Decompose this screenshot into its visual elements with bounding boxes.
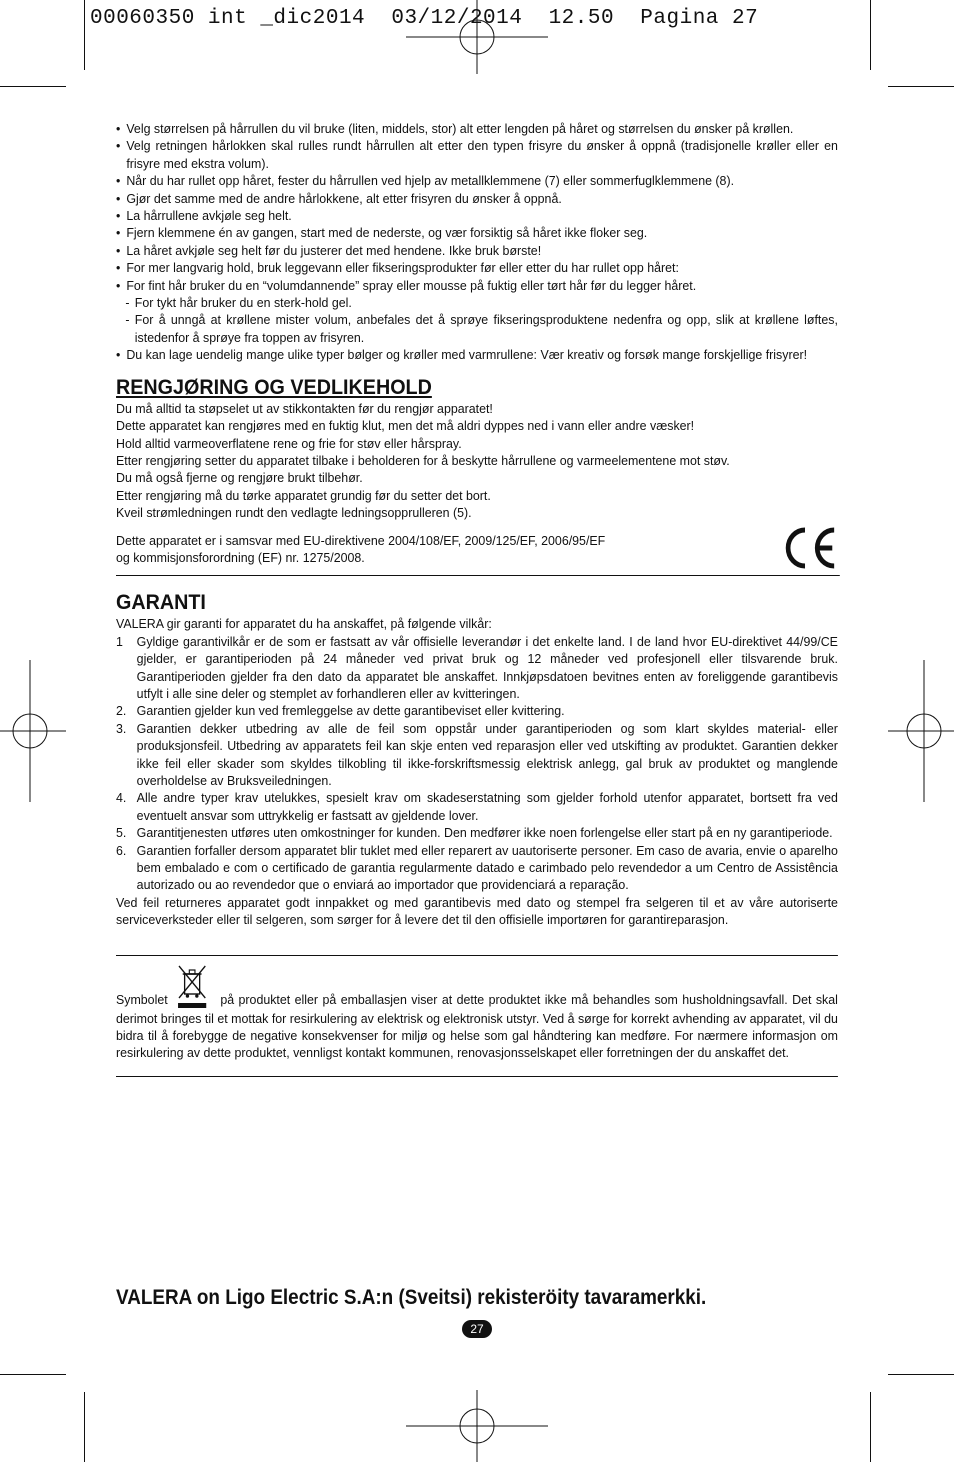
compliance-block: [116, 532, 838, 567]
cleaning-line: Du må også fjerne og rengjøre brukt tilbehør.: [116, 470, 363, 486]
item-number: 2.: [116, 703, 127, 719]
list-item: [116, 702, 838, 719]
list-item: [116, 789, 838, 824]
page-content: [116, 120, 838, 1077]
crop-mark: [888, 1374, 954, 1375]
list-item: • For mer langvarig hold, bruk leggevann eller fikseringsprodukter før eller etter du har rullet opp håret:: [116, 259, 838, 276]
print-slug: 00060350 int _dic2014 03/12/2014 12.50 Pagina 27: [90, 7, 759, 30]
list-item: [116, 824, 838, 841]
crop-mark: [870, 1392, 871, 1462]
cleaning-line: Etter rengjøring må du tørke apparatet grundig før du setter det bort.: [116, 487, 491, 503]
item-text: Garantitjenesten utføres uten omkostninger for kunden. Den medfører ikke noen forlengelse eller start på en ny garantiperiode.: [136, 825, 833, 841]
list-item: • La hårrullene avkjøle seg helt.: [116, 207, 838, 224]
list-item: • Velg størrelsen på hårrullen du vil bruke (liten, middels, stor) alt etter lengden på håret og størrelsen du ønsker på krøllen.: [116, 120, 838, 137]
warranty-intro: VALERA gir garanti for apparatet du ha anskaffet, på følgende vilkår:: [116, 616, 492, 632]
compliance-text: Dette apparatet er i samsvar med EU-direktivene 2004/108/EF, 2009/125/EF, 2006/95/EF: [116, 532, 606, 548]
trademark-notice: VALERA on Ligo Electric S.A:n (Sveitsi) rekisteröity tavaramerkki.: [116, 1286, 707, 1309]
registration-mark-icon: [0, 660, 66, 802]
cleaning-heading: RENGJØRING OG VEDLIKEHOLD: [116, 375, 432, 399]
section-divider: [116, 1076, 838, 1077]
registration-mark-icon: [406, 1390, 548, 1462]
item-number: 6.: [116, 842, 127, 858]
section-divider: [116, 955, 838, 956]
sub-item-text: - For å unngå at krøllene mister volum, anbefales det å sprøye fikseringsproduktene nedenfra og opp, slik at krøllene løftes, istedenfor å sprøye fra toppen av frisyren.: [125, 311, 838, 346]
ce-mark-icon: [780, 524, 840, 572]
usage-tips-list: [116, 120, 838, 364]
cleaning-line: Du må alltid ta støpselet ut av stikkontakten før du rengjør apparatet!: [116, 400, 493, 416]
section-divider: [116, 575, 840, 576]
item-text: Alle andre typer krav utelukkes, spesielt krav om skadeserstatning som gjelder forhold utenfor apparatet, bortsett fra ved eventuelt ansvar som uttrykkelig er fastsatt av gjeldende lover.: [136, 790, 838, 823]
crop-mark: [84, 0, 85, 70]
item-text: Garantien forfaller dersom apparatet blir tuklet med eller reparert av uautoriserte personer. Em caso de avaria, envie o aparelho bem embalado e com o certificado de garantia regularmente datado e carimbado pelo revendedor a um Centro de Assistência autorizado ou ao revendedor que o enviará ao importador que providenciará a reparação.: [136, 842, 838, 893]
weee-bin-icon: [175, 964, 209, 1010]
cleaning-line: Dette apparatet kan rengjøres med en fuktig klut, men det må aldri dyppes ned i vann eller andre væsker!: [116, 418, 695, 434]
item-text: Garantien dekker utbedring av alle de feil som oppstår under garantiperioden og som klart skyldes material- eller produksjonsfeil. Utbedring av apparatets feil kan skje enten ved reparasjon eller ved utskifting av produktet. Garantien dekker ikke feil eller skader som skyldes tilkobling til ikke-forskriftsmessig elektrisk anlegg, gal bruk av produktet og manglende overholdelse av Bruksveiledningen.: [136, 720, 838, 788]
compliance-text: og kommisjonsforordning (EF) nr. 1275/2008.: [116, 549, 365, 565]
item-number: 5.: [116, 825, 127, 841]
cleaning-line: Hold alltid varmeoverflatene rene og frie for støv eller hårspray.: [116, 435, 462, 451]
item-number: 3.: [116, 720, 127, 736]
crop-mark: [888, 86, 954, 87]
list-item: [116, 842, 838, 894]
crop-mark: [0, 86, 66, 87]
cleaning-line: Kveil strømledningen rundt den vedlagte ledningsopprulleren (5).: [116, 505, 472, 521]
list-item: • Velg retningen hårlokken skal rulles rundt hårrullen alt etter den typen frisyre du ønsker å oppnå (tradisjonelle krøller eller en frisyre med ekstra volum).: [116, 137, 838, 172]
crop-mark: [84, 1392, 85, 1462]
list-item: [116, 720, 838, 790]
item-number: 4.: [116, 790, 127, 806]
page-number-badge: 27: [462, 1320, 492, 1338]
item-text: Gyldige garantivilkår er de som er fastsatt av vår offisielle leverandør i det enkelte land. I de land hvor EU-direktivet 44/99/CE gjelder, er garantiperioden på 24 måneder ved privat bruk og 12 måneder ved profesjonell eller tilsvarende bruk. Garantiperioden gjelder fra den dato da apparatet ble anskaffet. Innkjøpsdatoen bevitnes enten av foreliggende garantibevis utfylt i alle sine deler og stemplet av forhandleren eller av kvitteringen.: [136, 633, 838, 701]
crop-mark: [0, 1374, 66, 1375]
list-item: • Gjør det samme med de andre hårlokkene, alt etter frisyren du ønsker å oppnå.: [116, 190, 838, 207]
registration-mark-icon: [406, 0, 548, 74]
list-item: • Du kan lage uendelig mange ulike typer bølger og krøller med varmrullene: Vær kreativ og forsøk mange forskjellige frisyrer!: [116, 346, 838, 363]
cleaning-line: Etter rengjøring setter du apparatet tilbake i beholderen for å beskytte hårrullene og varmeelementene mot støv.: [116, 452, 730, 468]
sub-item-text: - For tykt hår bruker du en sterk-hold gel.: [125, 294, 838, 311]
item-number: 1: [116, 633, 123, 649]
crop-mark: [870, 0, 871, 70]
list-item: • Når du har rullet opp håret, fester du hårrullen ved hjelp av metallklemmene (7) eller sommerfuglklemmene (8).: [116, 172, 838, 189]
weee-lead: Symbolet: [116, 991, 168, 1007]
item-text: Garantien gjelder kun ved fremleggelse av dette garantibeviset eller kvittering.: [136, 703, 565, 719]
warranty-heading: GARANTI: [116, 591, 206, 615]
warranty-closing: Ved feil returneres apparatet godt innpakket og med garantibevis med dato og stempel fra selgeren til et av våre autoriserte serviceverksteder eller til selgeren, som sørger for å levere det til den offisielle importøren for garantireparasjon.: [116, 894, 838, 928]
list-item: • For fint hår bruker du en “volumdannende” spray eller mousse på fuktig eller tørt hår før du legger håret.: [116, 277, 838, 294]
registration-mark-icon: [888, 660, 954, 802]
weee-notice: [116, 964, 838, 1062]
sub-list-item: [116, 311, 838, 346]
list-item: • La håret avkjøle seg helt før du justerer det med hendene. Ikke bruk børste!: [116, 242, 838, 259]
warranty-terms-list: [116, 633, 838, 894]
list-item: [116, 633, 838, 703]
list-item: • Fjern klemmene én av gangen, start med de nederste, og vær forsiktig så håret ikke floker seg.: [116, 224, 838, 241]
weee-text: på produktet eller på emballasjen viser at dette produktet ikke må behandles som husholdningsavfall. Det skal derimot bringes til et mottak for resirkulering av elektrisk og elektronisk utstyr. Ved å sørge for korrekt avhending av apparatet, vil du bidra til å forebygge de negative konsekvenser for miljø og helse som gal håndtering kan medføre. For nærmere informasjon om resirkulering av dette produktet, vennligst kontakt kommunen, renovasjonsselskapet eller forretningen der du anskaffet det.: [116, 991, 838, 1061]
sub-list-item: [116, 294, 838, 311]
